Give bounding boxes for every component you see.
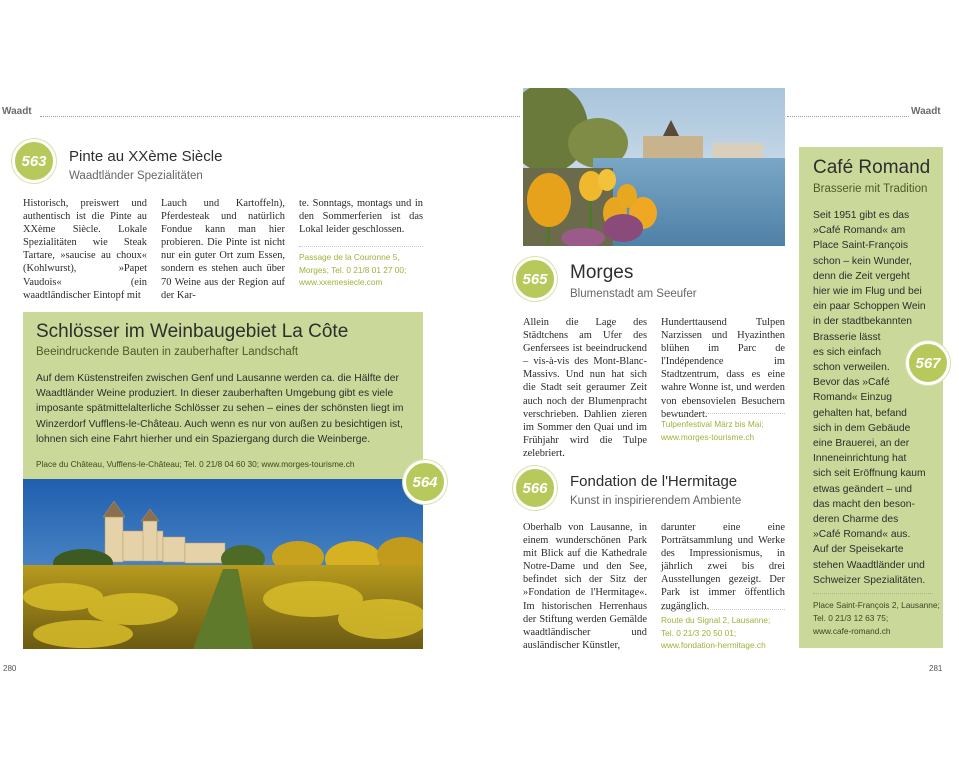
photo-morges-tulips — [523, 88, 785, 246]
entry-text-column-1: Allein die Lage des Städtchens am Ufer des Genfersees ist beeindruckend – vis-à-vis des Mont-Blanc-Massivs. Und nun hat sich die Stadt seit geraumer Zeit auch noch der Blumenpracht verschrieben. Dahlien zieren im Sommer den Quai und im Frühjahr wird die Tulpe zelebriert. — [523, 317, 647, 459]
feature-text-line: sich seit Eröffnung kaum — [813, 468, 926, 480]
feature-text — [813, 208, 943, 588]
info-website[interactable]: www.morges-tourisme.ch — [661, 431, 755, 442]
feature-text-line: »Café Romand« aus. — [813, 529, 911, 541]
entry-text-column-2: Lauch und Kartoffeln), Pferdesteak und natürlich Fondue kann man hier probieren. Die Pinte ist nicht nur ein guter Ort zum Essen, sondern es stehen auch über 70 Weine aus der Region auf der Kar- — [161, 198, 285, 301]
feature-text-line: etwas geändert – und — [813, 483, 913, 495]
entry-number-badge: 566 — [513, 466, 557, 510]
info-website[interactable]: www.cafe-romand.ch — [813, 626, 891, 636]
entry-text-column-2: Hunderttausend Tulpen Narzissen und Hyazinthen blühen im Parc de l'Indépendence im Stadtzentrum, dass es eine wahre Wonne ist, und werden von ebensovielen Besuchern bewundert. — [661, 317, 785, 420]
feature-text-line: Auf der Speisekarte — [813, 544, 904, 556]
feature-text-line: hier wie im Flug und bei — [813, 286, 922, 298]
feature-text-line: Place Saint-François — [813, 240, 908, 252]
feature-text: Auf dem Küstenstreifen zwischen Genf und Lausanne werden ca. die Hälfte der Waadtländer Weine produziert. In dieser zauberhaften Umgebung gibt es viele imposante spätmittelalterliche Schlösser zu sehen – eines der schönsten liegt im Winzerdorf Vufflens-le-Château. Auch wenn es nur von außen zu besichtigen ist, lohnen sich eine Fahrt hierher und ein Spaziergang durch die Weinberge. — [36, 373, 404, 445]
entry-text-column-3: te. Sonntags, montags und in den Sommerferien ist das Lokal leider geschlossen. — [299, 198, 423, 236]
running-header-left: Waadt — [2, 106, 32, 117]
entry-subtitle: Blumenstadt am Seeufer — [570, 288, 697, 300]
entry-text-column-1: Oberhalb von Lausanne, in einem wunderschönen Park mit Blick auf die Kathedrale Notre-Dame und den See, befindet sich der Sitz der »Fondation de l'Hermitage«. Im historischen Herrenhaus der Stiftung werden Gemälde waadtländischer und ausländischer Künstler, — [523, 522, 647, 651]
feature-text-line: Bevor das »Café — [813, 377, 890, 389]
feature-subtitle: Beeindruckende Bauten in zauberhafter Landschaft — [36, 346, 299, 358]
entry-number-badge: 564 — [403, 460, 447, 504]
info-address: Place Saint-François 2, Lausanne; — [813, 600, 940, 610]
photo-castle-vineyard — [23, 479, 423, 649]
feature-text-line: sich in dem Gebäude — [813, 422, 911, 434]
info-website[interactable]: www.fondation-hermitage.ch — [661, 640, 766, 651]
info-divider — [299, 246, 423, 247]
entry-title: Fondation de l'Hermitage — [570, 473, 738, 490]
feature-text-line: Romand« Einzug — [813, 392, 892, 404]
feature-info: Place du Château, Vufflens-le-Château; Tel. 0 21/8 04 60 30; www.morges-tourisme.ch — [36, 459, 355, 469]
feature-info — [813, 599, 940, 638]
feature-text-line: »Café Romand« am — [813, 225, 906, 237]
feature-text-line: schon – kein Wunder, — [813, 255, 912, 267]
entry-number-badge: 567 — [906, 341, 950, 385]
info-divider — [661, 609, 785, 610]
entry-info — [661, 614, 791, 652]
info-divider — [661, 413, 785, 414]
info-divider — [813, 593, 933, 594]
entry-subtitle: Kunst in inspirierendem Ambiente — [570, 495, 742, 507]
entry-subtitle: Waadtländer Spezialitäten — [69, 170, 203, 182]
entry-info — [661, 418, 791, 443]
info-address: Passage de la Couronne 5, — [299, 252, 400, 262]
feature-box-la-cote — [23, 312, 423, 479]
info-phone: Tel. 0 21/3 20 50 01; — [661, 627, 737, 638]
info-address: Route du Signal 2, Lausanne; — [661, 615, 771, 625]
entry-text-column-2: darunter eine eine Porträtsammlung und Werke des Impressionismus, in jährlich zwei bis drei Ausstellungen gezeigt. Der Park ist immer öffentlich zugänglich. — [661, 522, 785, 612]
feature-subtitle: Brasserie mit Tradition — [813, 183, 928, 195]
feature-text-line: ein paar Schoppen Wein — [813, 301, 926, 313]
entry-title: Pinte au XXème Siècle — [69, 148, 223, 165]
feature-text-line: Brasserie lässt — [813, 331, 881, 343]
entry-title: Morges — [570, 262, 634, 283]
feature-text-line: Schweizer Spezialitäten. — [813, 574, 926, 586]
entry-number-badge: 565 — [513, 257, 557, 301]
feature-text-line: stehen Waadtländer und — [813, 559, 925, 571]
feature-text-line: Inneneinrichtung hat — [813, 453, 907, 465]
header-dotted-rule-left — [40, 116, 520, 117]
entry-number-badge: 563 — [12, 139, 56, 183]
feature-text-line: es sich einfach — [813, 346, 882, 358]
entry-text-column-1: Historisch, preiswert und authentisch ist die Pinte au XXème Siècle. Lokale Spezialitäten wie Steak Tartare, »saucise au choux« (Kohlwurst), »Papet Vaudois« (ein waadtländischer Eintopf mit — [23, 198, 147, 301]
feature-text-line: denn die Zeit vergeht — [813, 270, 910, 282]
info-phone: Tel. 0 21/3 12 63 75; — [813, 613, 889, 623]
page-number-left: 280 — [3, 664, 17, 673]
feature-text-line: gehalten hat, befand — [813, 407, 907, 419]
feature-text-line: Seit 1951 gibt es das — [813, 210, 910, 221]
running-header-right: Waadt — [911, 106, 941, 117]
entry-info — [299, 251, 429, 289]
info-dates: Tulpenfestival März bis Mai; — [661, 419, 764, 429]
feature-title: Schlösser im Weinbaugebiet La Côte — [36, 321, 349, 342]
info-website[interactable]: www.xxemesiecle.com — [299, 277, 383, 288]
feature-text-line: schon verweilen. — [813, 362, 890, 374]
info-phone: Morges; Tel. 0 21/8 01 27 00; — [299, 264, 407, 275]
page-number-right: 281 — [929, 664, 943, 673]
feature-title: Café Romand — [813, 157, 931, 178]
feature-box-cafe-romand — [799, 147, 943, 648]
feature-text-line: eine Brauerei, an der — [813, 438, 910, 450]
feature-text-line: das macht den beson- — [813, 498, 915, 510]
feature-text-line: deren Charme des — [813, 514, 899, 526]
header-dotted-rule-right — [787, 116, 909, 117]
feature-text-line: in der stadtbekannten — [813, 316, 913, 328]
